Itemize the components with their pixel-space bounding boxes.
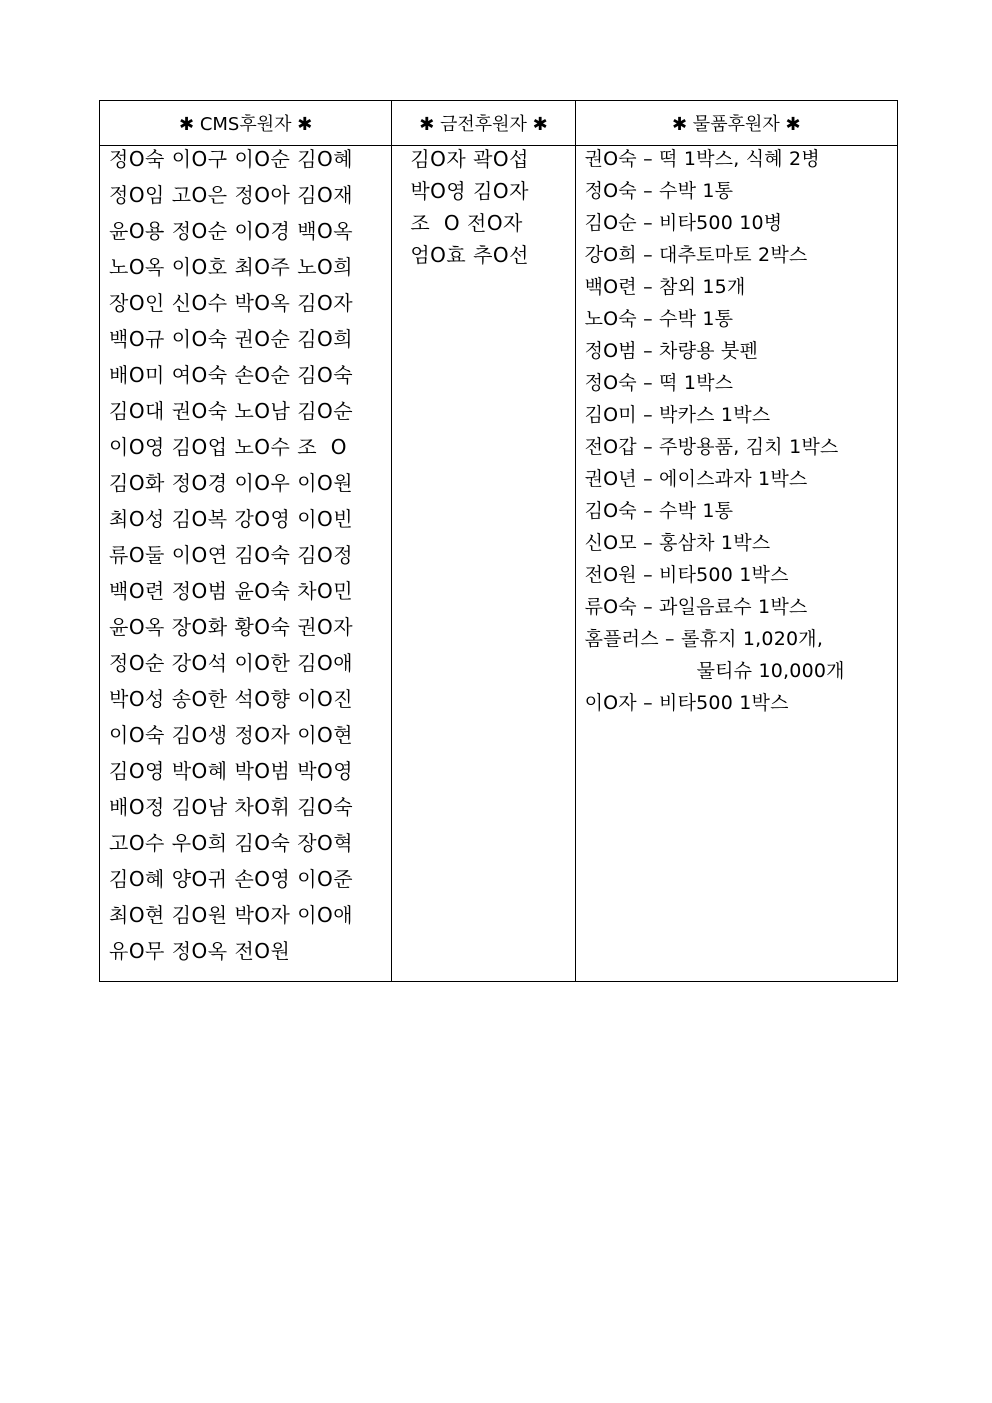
cms-donor-line: 윤O용 정O순 이O경 백O옥 — [109, 219, 354, 243]
cms-donor-line: 배O미 여O숙 손O순 김O숙 — [109, 363, 354, 387]
cms-donor-line: 백O규 이O숙 권O순 김O희 — [109, 327, 354, 351]
goods-donor-line: 류O숙 – 과일음료수 1박스 — [584, 596, 808, 618]
goods-donor-line: 전O갑 – 주방용품, 김치 1박스 — [584, 436, 839, 458]
goods-donor-lines — [576, 146, 897, 729]
cms-donor-line: 고O수 우O희 김O숙 장O혁 — [109, 831, 354, 855]
cash-donor-line: 김O자 곽O섭 — [410, 147, 529, 171]
goods-donor-line: 김O미 – 박카스 1박스 — [584, 404, 771, 426]
header-row — [100, 101, 898, 146]
goods-donor-line: 김O숙 – 수박 1통 — [584, 500, 734, 522]
cms-donor-line: 최O현 김O원 박O자 이O애 — [109, 903, 354, 927]
goods-donor-line: 이O자 – 비타500 1박스 — [584, 692, 789, 714]
cms-donor-line: 김O영 박O혜 박O범 박O영 — [109, 759, 354, 783]
cms-donor-line: 류O둘 이O연 김O숙 김O정 — [109, 543, 354, 567]
goods-donor-list — [575, 146, 897, 982]
goods-donor-line: 정O숙 – 떡 1박스 — [584, 372, 734, 394]
cash-donor-line: 조 O 전O자 — [410, 211, 523, 235]
goods-donor-line: 권O숙 – 떡 1박스, 식혜 2병 — [584, 148, 820, 170]
goods-donor-line: 김O순 – 비타500 10병 — [584, 212, 783, 234]
cms-donor-line: 백O련 정O범 윤O숙 차O민 — [109, 579, 354, 603]
goods-donor-line: 권O년 – 에이스과자 1박스 — [584, 468, 808, 490]
goods-donor-line: 정O범 – 차량용 붓펜 — [584, 340, 759, 362]
cms-donor-line: 노O옥 이O호 최O주 노O희 — [109, 255, 354, 279]
goods-donor-line: 강O희 – 대추토마토 2박스 — [584, 244, 808, 266]
cms-donor-line: 정O임 고O은 정O아 김O재 — [109, 183, 354, 207]
cms-donor-lines — [100, 146, 391, 981]
cms-donor-line: 김O화 정O경 이O우 이O원 — [109, 471, 354, 495]
cash-donor-line: 엄O효 추O선 — [410, 243, 529, 267]
cash-donor-line: 박O영 김O자 — [410, 179, 529, 203]
cms-donor-line: 김O대 권O숙 노O남 김O순 — [109, 399, 354, 423]
donor-list-row — [100, 146, 898, 982]
cms-donor-line: 정O순 강O석 이O한 김O애 — [109, 651, 354, 675]
cms-donor-line: 이O숙 김O생 정O자 이O현 — [109, 723, 354, 747]
goods-donor-line: 전O원 – 비타500 1박스 — [584, 564, 789, 586]
cms-donor-list — [100, 146, 392, 982]
cms-donor-line: 김O혜 양O귀 손O영 이O준 — [109, 867, 354, 891]
goods-donor-line: 물티슈 10,000개 — [696, 660, 845, 682]
cash-donor-lines — [392, 146, 574, 281]
cms-donor-line: 최O성 김O복 강O영 이O빈 — [109, 507, 354, 531]
goods-donor-line: 신O모 – 홍삼차 1박스 — [584, 532, 771, 554]
cms-donors-header: ✱ CMS후원자 ✱ — [100, 101, 392, 146]
goods-donor-line: 홈플러스 – 롤휴지 1,020개, — [584, 628, 824, 650]
goods-donor-line: 정O숙 – 수박 1통 — [584, 180, 734, 202]
cash-donors-header: ✱ 금전후원자 ✱ — [392, 101, 575, 146]
goods-donor-line: 노O숙 – 수박 1통 — [584, 308, 734, 330]
cms-donor-line: 유O무 정O옥 전O원 — [109, 939, 291, 963]
cash-donor-list — [392, 146, 575, 982]
cms-donor-line: 장O인 신O수 박O옥 김O자 — [109, 291, 354, 315]
cms-donor-line: 정O숙 이O구 이O순 김O혜 — [109, 147, 354, 171]
cms-donor-line: 이O영 김O업 노O수 조 O — [109, 435, 347, 459]
cms-donor-line: 배O정 김O남 차O휘 김O숙 — [109, 795, 354, 819]
cms-donor-line: 박O성 송O한 석O향 이O진 — [109, 687, 354, 711]
donor-table — [99, 100, 898, 982]
goods-donor-line: 백O련 – 참외 15개 — [584, 276, 746, 298]
cms-donor-line: 윤O옥 장O화 황O숙 권O자 — [109, 615, 354, 639]
goods-donors-header: ✱ 물품후원자 ✱ — [575, 101, 897, 146]
